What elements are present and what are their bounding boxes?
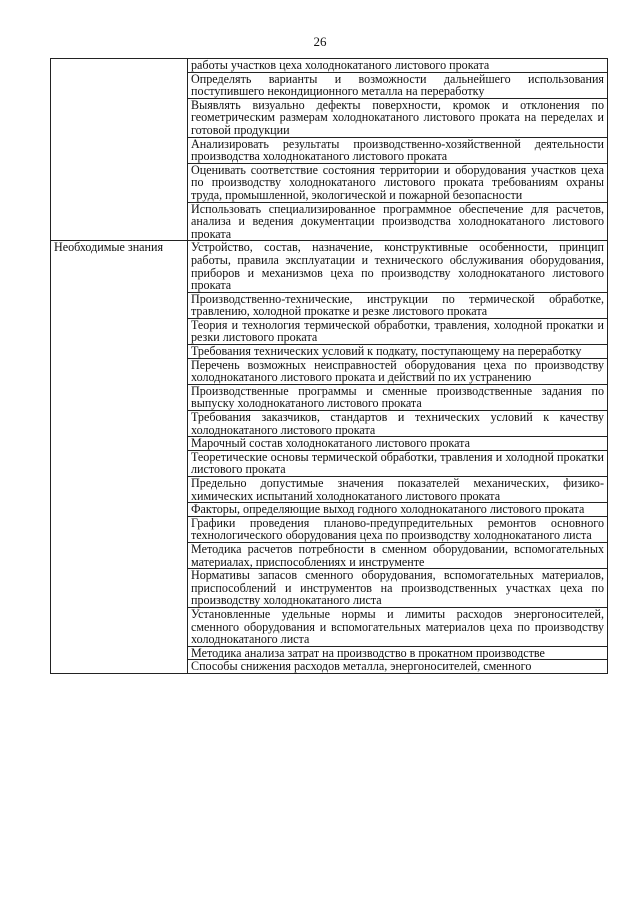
knowledge-item: Требования технических условий к подкату, поступающему на переработку — [188, 345, 608, 359]
skill-item: работы участков цеха холоднокатаного листового проката — [188, 59, 608, 73]
page-number: 26 — [313, 34, 327, 49]
skills-label-cell — [51, 59, 188, 241]
knowledge-item: Теория и технология термической обработки, травления, холодной прокатки и резки листового проката — [188, 318, 608, 344]
knowledge-item: Производственные программы и сменные производственные задания по выпуску холоднокатаного листового проката — [188, 384, 608, 410]
knowledge-item: Факторы, определяющие выход годного холоднокатаного листового проката — [188, 503, 608, 517]
knowledge-item: Установленные удельные нормы и лимиты расходов энергоносителей, сменного оборудования и вспомогательных материалов цеха по производству холоднокатаного листа — [188, 607, 608, 646]
knowledge-item: Требования заказчиков, стандартов и технических условий к качеству холоднокатаного листового проката — [188, 411, 608, 437]
table-row — [51, 241, 608, 292]
knowledge-item: Методика расчетов потребности в сменном оборудовании, вспомогательных материалах, приспособлениях и инструменте — [188, 542, 608, 568]
knowledge-item: Методика анализа затрат на производство в прокатном производстве — [188, 646, 608, 660]
knowledge-item: Марочный состав холоднокатаного листового проката — [188, 437, 608, 451]
knowledge-item: Перечень возможных неисправностей оборудования цеха по производству холоднокатаного листового проката и действий по их устранению — [188, 358, 608, 384]
competency-table — [50, 58, 608, 674]
knowledge-item: Теоретические основы термической обработки, травления и холодной прокатки листового проката — [188, 450, 608, 476]
table-row — [51, 59, 608, 73]
knowledge-item: Графики проведения планово-предупредительных ремонтов основного технологического оборудования цеха по производству холоднокатаного листа — [188, 516, 608, 542]
knowledge-item: Устройство, состав, назначение, конструктивные особенности, принцип работы, правила эксплуатации и технического обслуживания оборудования, приборов и механизмов цеха по производству холоднокатаного листового проката — [188, 241, 608, 292]
knowledge-item: Способы снижения расходов металла, энергоносителей, сменного — [188, 660, 608, 674]
skill-item: Использовать специализированное программное обеспечение для расчетов, анализа и ведения документации производства холоднокатаного листового проката — [188, 202, 608, 241]
skill-item: Выявлять визуально дефекты поверхности, кромок и отклонения по геометрическим размерам холоднокатаного листового проката на переделах и готовой продукции — [188, 98, 608, 137]
skill-item: Анализировать результаты производственно-хозяйственной деятельности производства холоднокатаного листового проката — [188, 137, 608, 163]
knowledge-item: Нормативы запасов сменного оборудования, вспомогательных материалов, приспособлений и инструментов на производственных участках цеха по производству холоднокатаного листа — [188, 569, 608, 608]
knowledge-item: Предельно допустимые значения показателей механических, физико-химических испытаний холоднокатаного листового проката — [188, 477, 608, 503]
knowledge-item: Производственно-технические, инструкции по термической обработке, травлению, холодной прокатке и резке листового проката — [188, 292, 608, 318]
skill-item: Оценивать соответствие состояния территории и оборудования участков цеха по производству холоднокатаного листового проката требованиям охраны труда, промышленной, экологической и пожарной безопасности — [188, 163, 608, 202]
knowledge-label: Необходимые знания — [51, 241, 188, 674]
skill-item: Определять варианты и возможности дальнейшего использования поступившего некондиционного металла на переработку — [188, 72, 608, 98]
